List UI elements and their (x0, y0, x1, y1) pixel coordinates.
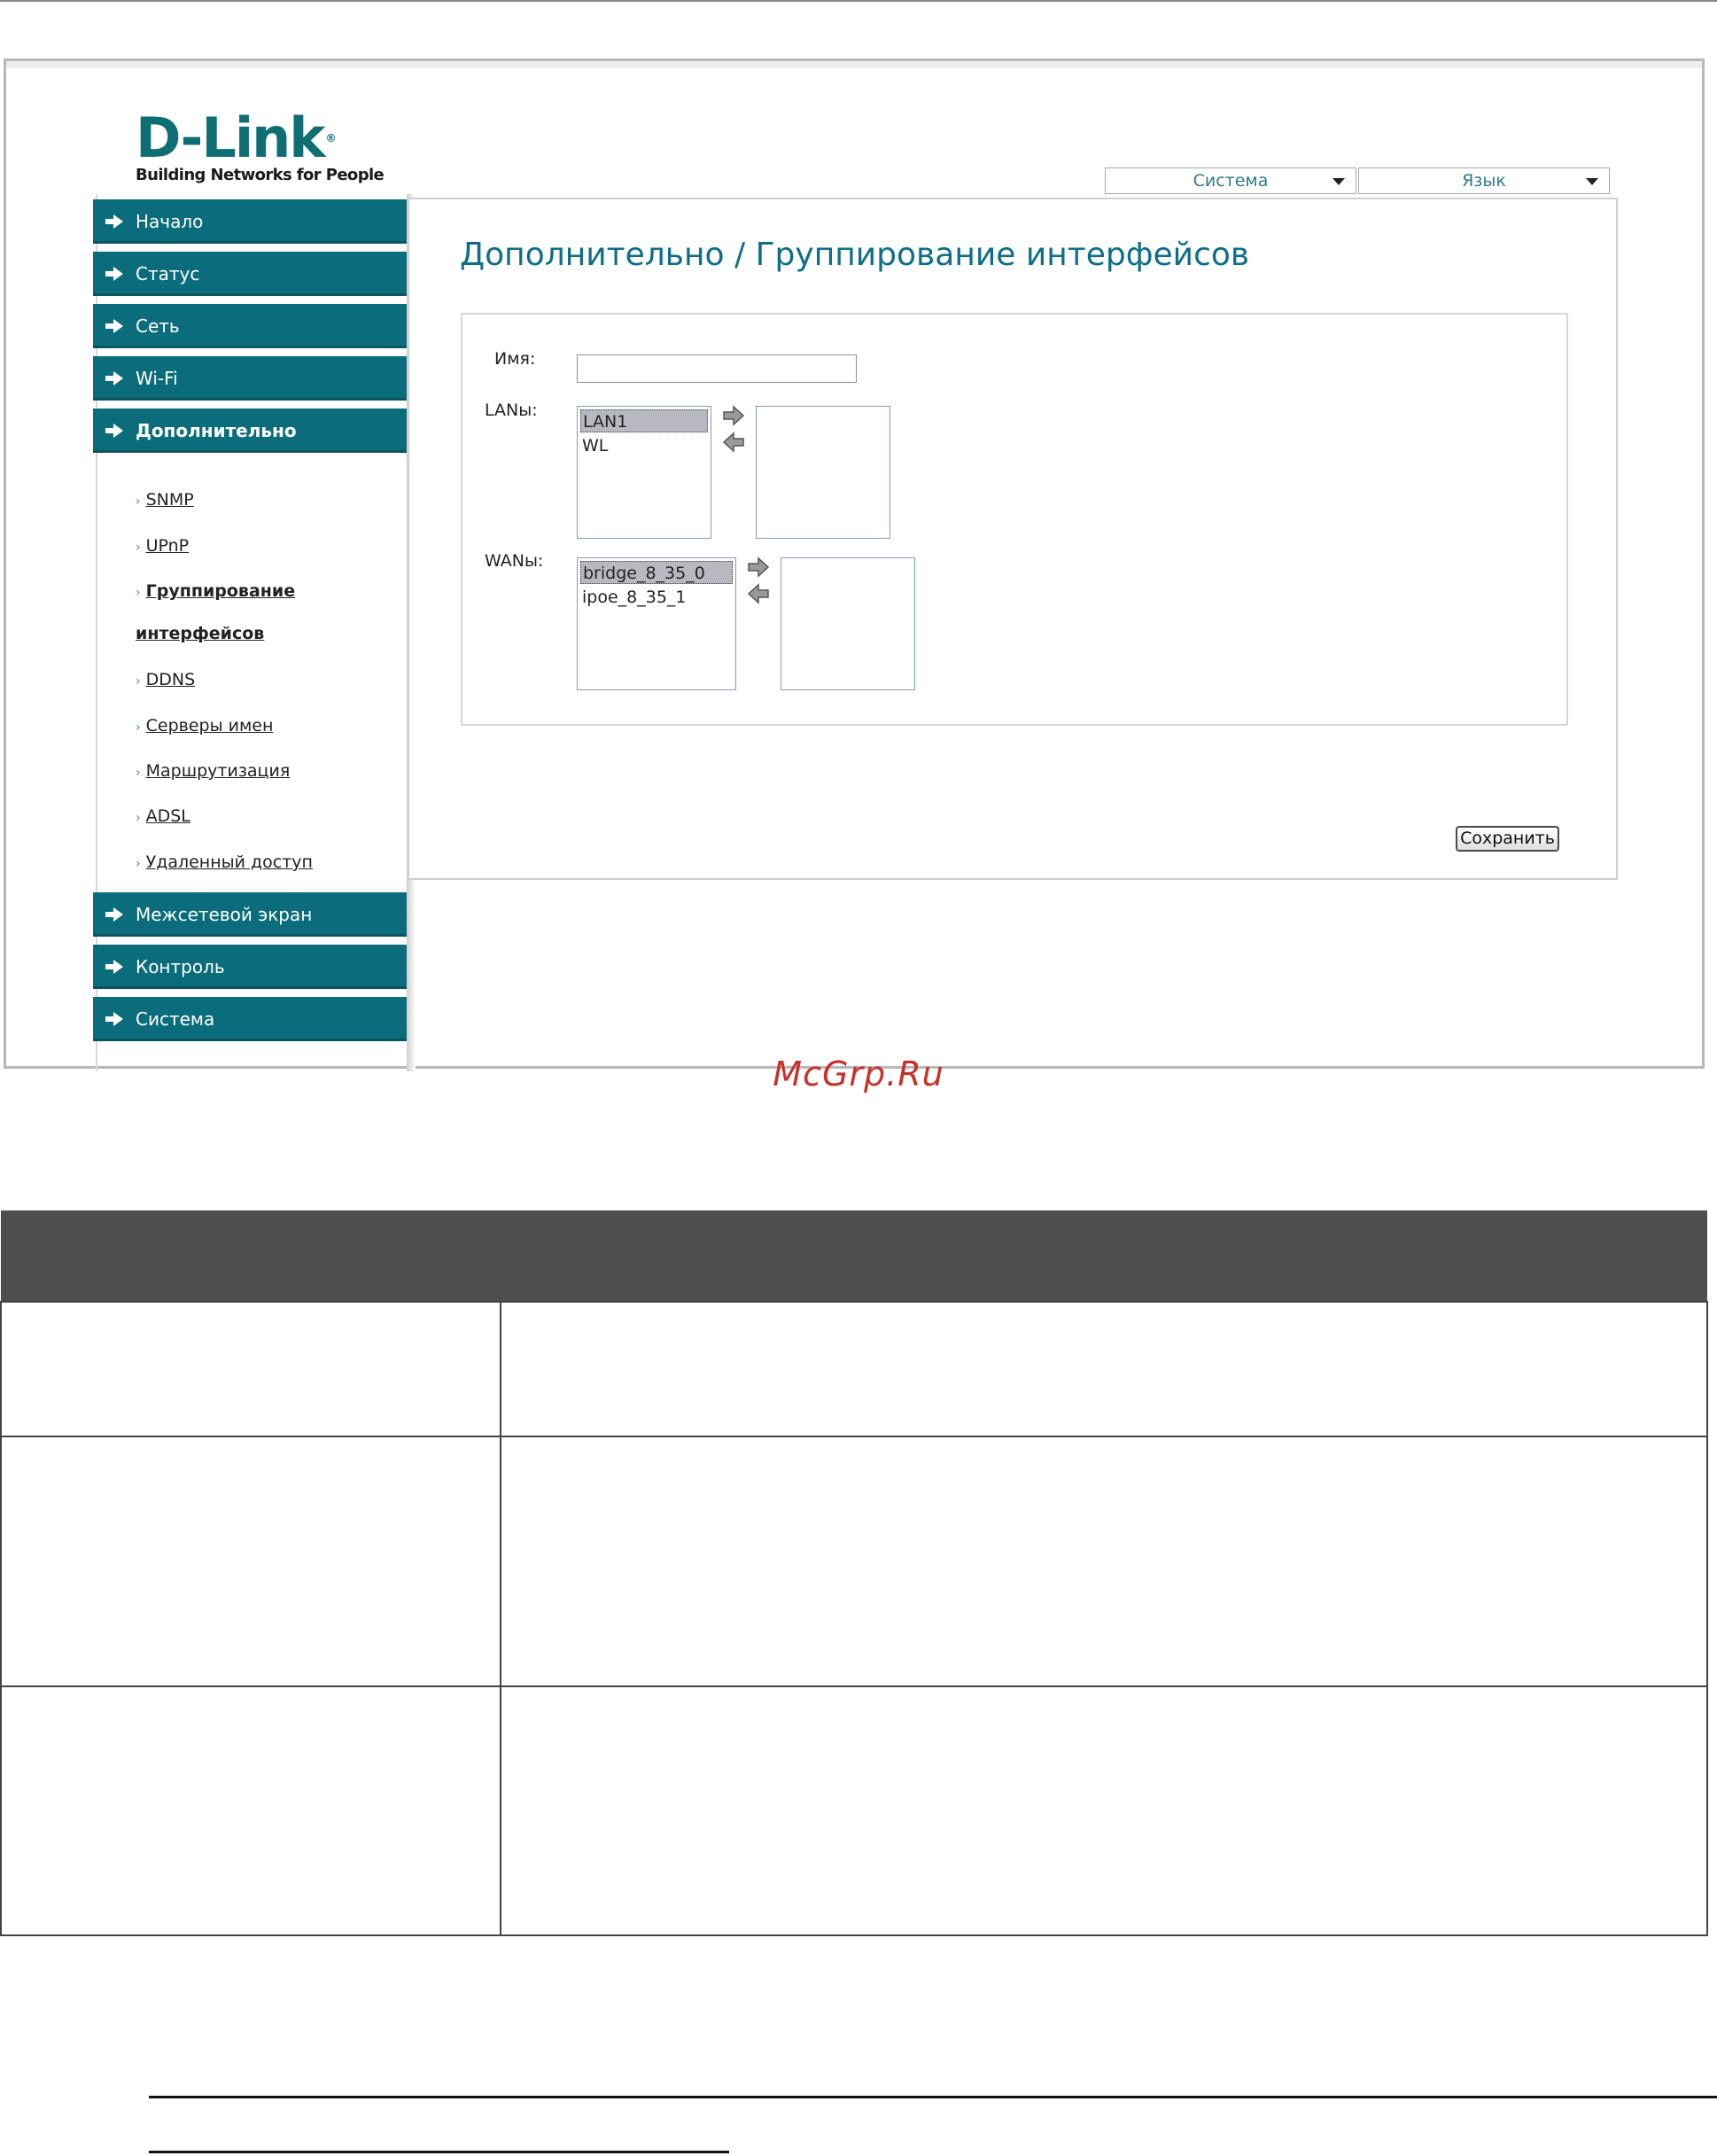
sidebar-subitem-adsl[interactable]: › ADSL (136, 806, 190, 826)
arrow-right-icon (105, 371, 123, 385)
sidebar-item-label: Система (136, 1008, 215, 1030)
list-item[interactable]: WL (582, 436, 609, 455)
brand-name: D-Link (136, 105, 324, 170)
sidebar-subitem-interface-grouping-line2[interactable]: интерфейсов (136, 624, 265, 643)
sidebar-item-firewall[interactable] (93, 892, 407, 937)
page-title: Дополнительно / Группирование интерфейсов (460, 237, 1250, 273)
arrow-right-icon (105, 960, 123, 974)
sidebar-item-system[interactable] (93, 997, 407, 1041)
frame-top-bar (6, 61, 1702, 68)
parameters-table (0, 1210, 1708, 1936)
language-menu-select[interactable] (1358, 167, 1610, 194)
bullet-icon: › (136, 541, 141, 555)
sidebar-subitem-ddns[interactable]: › DDNS (136, 670, 196, 689)
bullet-icon: › (136, 811, 141, 825)
save-button[interactable]: Сохранить (1456, 826, 1559, 852)
name-label: Имя: (494, 349, 536, 369)
brand-slogan: Building Networks for People (136, 166, 385, 184)
list-item[interactable]: ipoe_8_35_1 (582, 588, 687, 607)
chevron-down-icon (1586, 178, 1598, 185)
footer-rule (149, 2096, 1717, 2098)
group-name-input[interactable] (577, 354, 857, 383)
table-header-row (1, 1210, 1707, 1302)
move-left-arrow-icon[interactable] (722, 432, 745, 453)
list-item[interactable]: LAN1 (580, 409, 708, 432)
bullet-icon: › (136, 494, 141, 509)
brand-reg-mark: ® (325, 132, 335, 144)
sidebar-item-advanced[interactable] (93, 409, 407, 453)
bullet-icon: › (136, 586, 141, 600)
lans-available-list[interactable] (577, 406, 711, 539)
sidebar-item-label: Дополнительно (136, 420, 297, 441)
sidebar (93, 194, 408, 1071)
lans-label: LANы: (485, 401, 538, 420)
wans-available-list[interactable] (577, 557, 736, 690)
table-row (1, 1436, 1707, 1686)
sidebar-item-control[interactable] (93, 945, 407, 989)
arrow-right-icon (105, 214, 123, 229)
list-item[interactable]: bridge_8_35_0 (580, 561, 733, 584)
sidebar-item-label: Wi-Fi (136, 368, 178, 389)
table-row (1, 1686, 1707, 1935)
sidebar-subitem-remote-access[interactable]: › Удаленный доступ (136, 852, 313, 872)
bullet-icon: › (136, 674, 141, 689)
dlink-logo (136, 105, 385, 184)
sidebar-item-label: Начало (136, 211, 204, 232)
sidebar-item-label: Контроль (136, 956, 225, 977)
wans-label: WANы: (485, 551, 544, 571)
lans-selected-list[interactable] (756, 406, 890, 539)
footnote-rule (149, 2151, 729, 2153)
arrow-right-icon (105, 907, 123, 922)
move-right-arrow-icon[interactable] (722, 405, 745, 426)
move-left-arrow-icon[interactable] (747, 583, 770, 604)
sidebar-item-label: Межсетевой экран (136, 904, 313, 925)
sidebar-item-start[interactable] (93, 199, 407, 244)
watermark: McGrp.Ru (773, 1055, 944, 1094)
sidebar-item-label: Сеть (136, 315, 180, 337)
system-menu-label: Система (1193, 171, 1269, 191)
chevron-down-icon (1332, 178, 1345, 185)
sidebar-item-status[interactable] (93, 252, 407, 296)
router-web-ui-screenshot (4, 58, 1705, 1069)
page-top-rule (0, 0, 1717, 2)
arrow-right-icon (105, 319, 123, 333)
sidebar-item-label: Статус (136, 263, 200, 284)
bullet-icon: › (136, 857, 141, 871)
sidebar-item-wifi[interactable] (93, 356, 407, 401)
sidebar-item-network[interactable] (93, 304, 407, 348)
system-menu-select[interactable] (1105, 167, 1356, 194)
arrow-right-icon (105, 424, 123, 438)
bullet-icon: › (136, 720, 141, 735)
arrow-right-icon (105, 267, 123, 281)
arrow-right-icon (105, 1012, 123, 1026)
wans-selected-list[interactable] (781, 557, 915, 690)
table-row (1, 1302, 1707, 1436)
sidebar-subitem-snmp[interactable]: › SNMP (136, 490, 194, 510)
sidebar-subitem-interface-grouping[interactable]: › Группирование (136, 581, 296, 601)
language-menu-label: Язык (1462, 171, 1506, 191)
sidebar-subitem-name-servers[interactable]: › Серверы имен (136, 716, 274, 736)
move-right-arrow-icon[interactable] (747, 557, 770, 578)
bullet-icon: › (136, 766, 141, 780)
sidebar-subitem-upnp[interactable]: › UPnP (136, 536, 190, 556)
sidebar-subitem-routing[interactable]: › Маршрутизация (136, 761, 291, 781)
